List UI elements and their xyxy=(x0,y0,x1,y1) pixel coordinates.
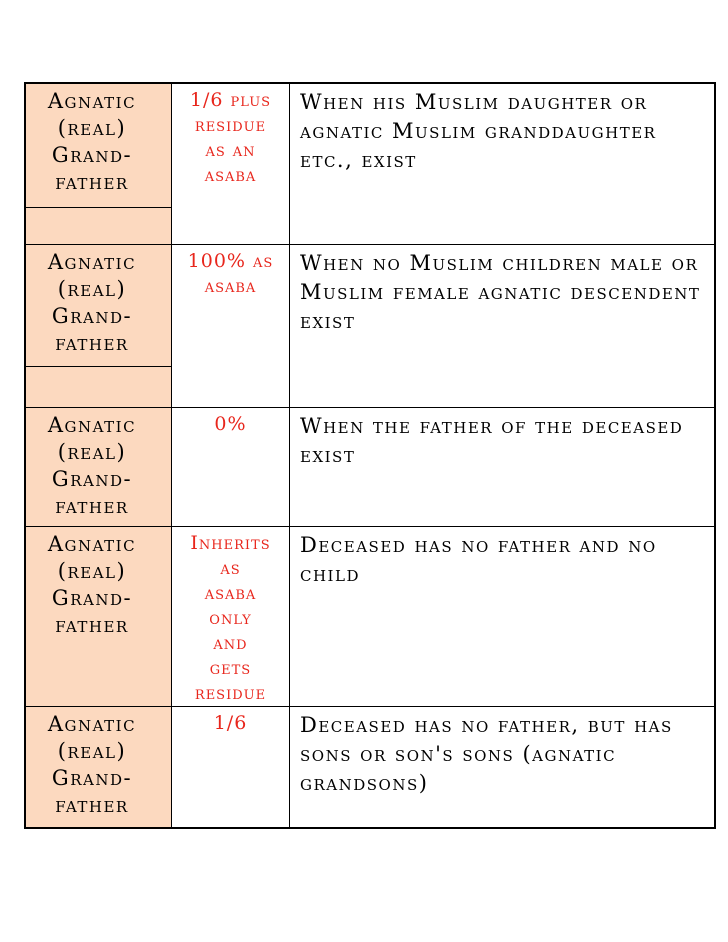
heir-line: (real) xyxy=(57,116,127,140)
heir-line: (real) xyxy=(57,739,127,763)
condition-text: When no Muslim children male or Muslim female agnatic descendent exist xyxy=(300,251,701,333)
heir-line: Grand- xyxy=(51,304,133,328)
heir-line: father xyxy=(55,793,129,817)
heir-line: (real) xyxy=(57,277,127,301)
heir-cell xyxy=(26,245,172,407)
condition-cell xyxy=(290,707,714,827)
share-line: asaba xyxy=(204,582,257,604)
heir-cell xyxy=(26,527,172,706)
heir-line: Grand- xyxy=(51,586,133,610)
share-line: gets xyxy=(209,657,252,679)
condition-cell xyxy=(290,245,714,407)
share-cell xyxy=(172,245,290,407)
share-line: as xyxy=(220,557,241,579)
heir-cell xyxy=(26,408,172,526)
share-line: asaba xyxy=(204,275,257,297)
share-line: Inherits xyxy=(190,532,271,554)
table-row xyxy=(26,244,714,407)
inheritance-table xyxy=(24,82,716,829)
share-line: residue xyxy=(194,682,267,704)
heir-line: Grand- xyxy=(51,143,133,167)
heir-line: Agnatic xyxy=(47,413,137,437)
heir-cell xyxy=(26,84,172,244)
condition-text: Deceased has no father, but has sons or son's sons (agnatic grandsons) xyxy=(300,713,673,795)
share-line: as an xyxy=(205,139,256,161)
share-line: and xyxy=(213,632,248,654)
condition-cell xyxy=(290,408,714,526)
share-line: 1/6 xyxy=(213,712,248,734)
table-row xyxy=(26,526,714,706)
heir-cell-divider xyxy=(26,366,171,367)
table-row xyxy=(26,407,714,526)
share-line: 1/6 plus xyxy=(189,89,272,111)
share-line: only xyxy=(209,607,252,629)
share-line: asaba xyxy=(204,164,257,186)
heir-line: father xyxy=(55,331,129,355)
heir-cell-divider xyxy=(26,207,171,208)
condition-cell xyxy=(290,84,714,244)
condition-text: Deceased has no father and no child xyxy=(300,533,657,586)
heir-line: Grand- xyxy=(51,766,133,790)
condition-text: When the father of the deceased exist xyxy=(300,414,684,467)
heir-line: Agnatic xyxy=(47,250,137,274)
heir-line: Agnatic xyxy=(47,89,137,113)
share-cell xyxy=(172,707,290,827)
heir-line: father xyxy=(55,170,129,194)
heir-line: (real) xyxy=(57,440,127,464)
share-cell xyxy=(172,84,290,244)
share-line: 0% xyxy=(214,413,247,435)
heir-line: Grand- xyxy=(51,467,133,491)
share-line: 100% as xyxy=(187,250,274,272)
share-cell xyxy=(172,527,290,706)
heir-cell xyxy=(26,707,172,827)
share-line: residue xyxy=(194,114,267,136)
heir-line: Agnatic xyxy=(47,712,137,736)
table-row xyxy=(26,84,714,244)
share-cell xyxy=(172,408,290,526)
heir-line: (real) xyxy=(57,559,127,583)
table-row xyxy=(26,706,714,827)
condition-text: When his Muslim daughter or agnatic Muslim granddaughter etc., exist xyxy=(300,90,657,172)
heir-line: father xyxy=(55,613,129,637)
heir-line: Agnatic xyxy=(47,532,137,556)
heir-line: father xyxy=(55,494,129,518)
condition-cell xyxy=(290,527,714,706)
